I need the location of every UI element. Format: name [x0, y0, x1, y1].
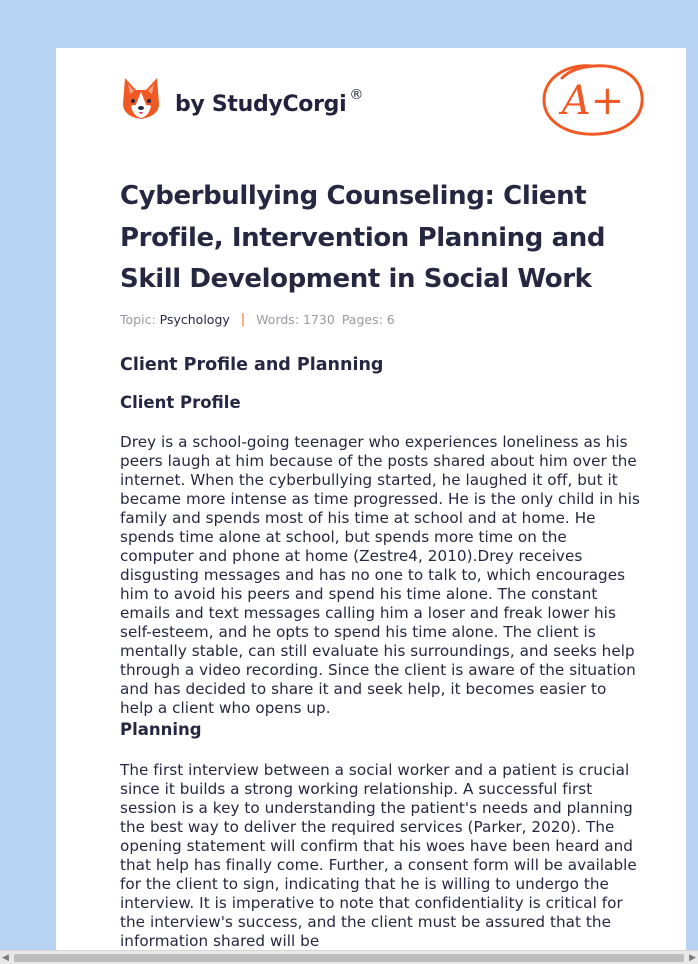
subsection-heading-planning: Planning: [120, 720, 202, 739]
scrollbar-thumb[interactable]: [14, 954, 684, 962]
corgi-logo-icon: [122, 76, 160, 120]
grade-badge-icon: [538, 60, 648, 140]
article-title: Cyberbullying Counseling: Client Profile, Intervention Planning and Skill Development in Social Work: [120, 181, 606, 294]
document-page: [56, 48, 686, 950]
brand-label: by StudyCorgi: [175, 92, 347, 117]
brand-header[interactable]: [122, 76, 363, 120]
grade-text: A+: [561, 78, 625, 124]
page-count: Pages: 6: [341, 312, 395, 327]
paragraph-client-profile: Drey is a school-going teenager who experiences loneliness as his peers laugh at him because of the posts shared about him over the internet. When the cyberbullying started, he laughed it off, but it became more intense as time progressed. He is the only child in his family and spends most of his time at school and at home. He spends time alone at school, but spends more time on the computer and phone at home (Zestre4, 2010).Drey receives disgusting messages and has no one to talk to, which encourages him to avoid his peers and spend his time alone. The constant emails and text messages calling him a loser and freak lower his self-esteem, and he opts to spend his time alone. The client is mentally stable, can still evaluate his surroundings, and seeks help through a video recording. Since the client is aware of the situation and has decided to share it and seek help, it becomes easier to help a client who opens up.: [120, 433, 640, 717]
word-count: Words: 1730: [256, 312, 335, 327]
topic-link[interactable]: Psychology: [159, 312, 230, 327]
horizontal-scrollbar[interactable]: [0, 950, 698, 964]
brand-name: [175, 87, 363, 117]
scroll-left-icon[interactable]: ◀: [2, 953, 9, 963]
subsection-heading-client-profile: Client Profile: [120, 393, 241, 412]
registered-mark: ®: [349, 87, 364, 103]
article-meta: [120, 312, 395, 327]
section-heading: Client Profile and Planning: [120, 355, 384, 375]
scroll-right-icon[interactable]: ▶: [689, 953, 696, 963]
meta-separator: |: [240, 312, 246, 327]
paragraph-planning: The first interview between a social worker and a patient is crucial since it builds a strong working relationship. A successful first session is a key to understanding the patient's needs and planning the best way to deliver the required services (Parker, 2020). The opening statement will confirm that his woes have been heard and that help has finally come. Further, a consent form will be available for the client to sign, indicating that he is willing to undergo the interview. It is imperative to note that confidentiality is critical for the interview's success, and the client must be assured that the information shared will be: [120, 761, 637, 950]
topic-label: Topic:: [120, 312, 156, 327]
